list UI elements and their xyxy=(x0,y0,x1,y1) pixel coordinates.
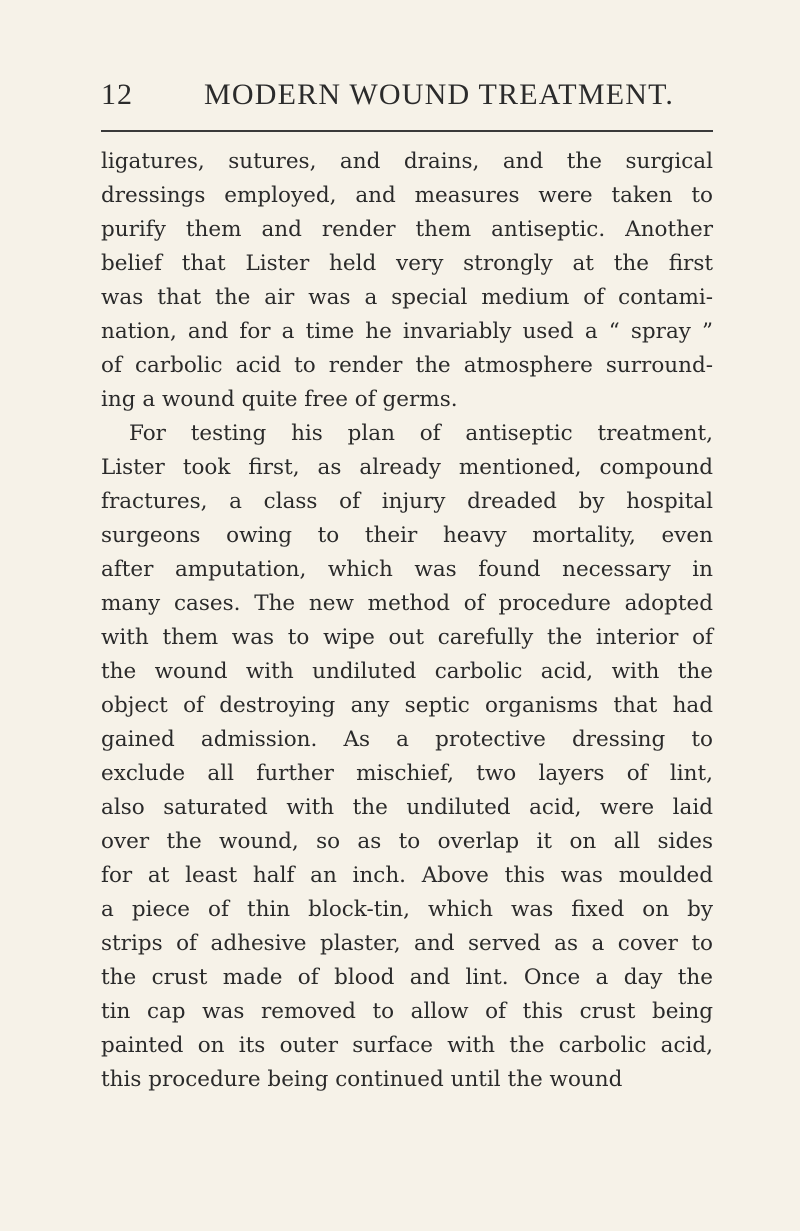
text-line: with them was to wipe out carefully the interior of xyxy=(101,625,713,650)
text-line: of carbolic acid to render the atmosphere surround- xyxy=(101,353,713,378)
text-line: for at least half an inch. Above this was moulded xyxy=(101,863,713,888)
text-line: belief that Lister held very strongly at the first xyxy=(101,251,713,276)
text-line: ing a wound quite free of germs. xyxy=(101,387,458,412)
text-line: tin cap was removed to allow of this crust being xyxy=(101,999,713,1024)
text-line: strips of adhesive plaster, and served as a cover to xyxy=(101,931,713,956)
text-line: Lister took first, as already mentioned, compound xyxy=(101,455,713,480)
text-line: a piece of thin block-tin, which was fixed on by xyxy=(101,897,713,922)
page-header xyxy=(0,78,800,122)
text-line: was that the air was a special medium of contami- xyxy=(101,285,713,310)
text-line: dressings employed, and measures were taken to xyxy=(101,183,713,208)
text-line: object of destroying any septic organisms that had xyxy=(101,693,713,718)
text-line: purify them and render them antiseptic. Another xyxy=(101,217,713,242)
text-line: nation, and for a time he invariably used a “ spray ” xyxy=(101,319,713,344)
text-line: ligatures, sutures, and drains, and the surgical xyxy=(101,149,713,174)
text-line: surgeons owing to their heavy mortality, even xyxy=(101,523,713,548)
text-line: the wound with undiluted carbolic acid, with the xyxy=(101,659,713,684)
text-line: For testing his plan of antiseptic treatment, xyxy=(129,421,713,446)
text-line: after amputation, which was found necessary in xyxy=(101,557,713,582)
page-number: 12 xyxy=(101,78,133,111)
text-line: this procedure being continued until the wound xyxy=(101,1067,623,1092)
text-line: gained admission. As a protective dressing to xyxy=(101,727,713,752)
text-line: many cases. The new method of procedure adopted xyxy=(101,591,713,616)
text-line: exclude all further mischief, two layers of lint, xyxy=(101,761,713,786)
running-title: MODERN WOUND TREATMENT. xyxy=(204,78,675,111)
text-line: painted on its outer surface with the carbolic acid, xyxy=(101,1033,713,1058)
text-line: over the wound, so as to overlap it on all sides xyxy=(101,829,713,854)
body-text xyxy=(101,145,721,1097)
header-rule xyxy=(101,130,713,132)
text-line: the crust made of blood and lint. Once a day the xyxy=(101,965,713,990)
text-line: fractures, a class of injury dreaded by hospital xyxy=(101,489,713,514)
text-line: also saturated with the undiluted acid, were laid xyxy=(101,795,713,820)
